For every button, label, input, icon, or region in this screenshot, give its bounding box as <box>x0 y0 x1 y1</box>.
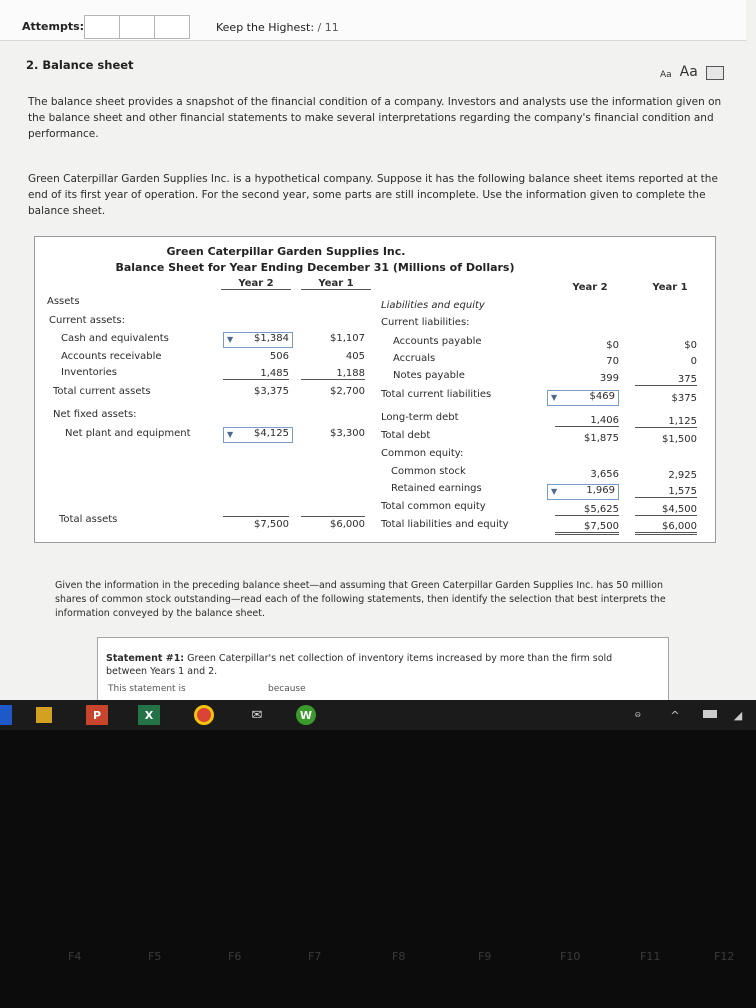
battery-icon[interactable] <box>703 710 717 718</box>
key-f6: F6 <box>228 950 242 963</box>
plant-year1: $3,300 <box>330 428 365 439</box>
balance-sheet-table <box>34 236 716 543</box>
attempt-boxes <box>84 15 189 39</box>
total-current-liabilities-label: Total current liabilities <box>381 389 492 400</box>
question-title: 2. Balance sheet <box>26 58 134 72</box>
start-icon[interactable] <box>0 705 12 725</box>
total-liabilities-equity-year1: $6,000 <box>635 521 697 535</box>
notes-payable-year1: 375 <box>635 374 697 386</box>
statement-1-is-label: This statement is <box>108 684 186 694</box>
notes-payable-year2: 399 <box>599 373 619 384</box>
mail-icon[interactable]: ✉ <box>251 707 263 723</box>
retained-earnings-year1: 1,575 <box>635 486 697 498</box>
attempt-box <box>119 15 155 39</box>
total-liabilities-equity-year2: $7,500 <box>555 521 619 535</box>
cash-label: Cash and equivalents <box>61 333 169 344</box>
inventories-year1: 1,188 <box>301 368 365 380</box>
total-common-equity-label: Total common equity <box>381 501 486 512</box>
keep-highest-score: / 11 <box>317 21 339 34</box>
decrease-font-button[interactable]: Aa <box>660 70 672 80</box>
attempts-bar <box>0 0 746 41</box>
keep-highest-label: Keep the Highest: / 11 <box>216 21 339 34</box>
total-debt-label: Total debt <box>381 430 431 441</box>
total-debt-year2: $1,875 <box>584 433 619 444</box>
left-col-year1: Year 1 <box>301 278 371 290</box>
attempts-label: Attempts: <box>22 20 85 33</box>
cash-year2-select[interactable]: ▼ $1,384 <box>223 332 293 348</box>
long-term-debt-year1: 1,125 <box>635 416 697 428</box>
total-common-equity-year1: $4,500 <box>635 504 697 516</box>
attempt-box <box>154 15 190 39</box>
long-term-debt-label: Long-term debt <box>381 412 459 423</box>
net-fixed-assets-heading: Net fixed assets: <box>53 409 137 420</box>
payable-label: Accounts payable <box>393 336 482 347</box>
notes-payable-label: Notes payable <box>393 370 465 381</box>
chevron-up-icon[interactable]: ^ <box>670 708 680 722</box>
total-current-liabilities-year2-select[interactable]: ▼ $469 <box>547 390 619 406</box>
intro-paragraph-1: The balance sheet provides a snapshot of the financial condition of a company. Investors and analysts use the information given on the balance sheet and other financial statements to make several interpretations regarding the company's financial condition and performance. <box>28 96 722 140</box>
increase-font-button[interactable]: Aa <box>679 64 698 80</box>
common-stock-label: Common stock <box>391 466 466 477</box>
cash-year1: $1,107 <box>330 333 365 344</box>
total-assets-label: Total assets <box>59 514 118 525</box>
wifi-icon[interactable]: ◢ <box>733 708 743 722</box>
key-f7: F7 <box>308 950 322 963</box>
key-f4: F4 <box>68 950 82 963</box>
intro-paragraph-2: Green Caterpillar Garden Supplies Inc. is a hypothetical company. Suppose it has the following balance sheet items reported at the end of its first year of operation. For the second year, some parts are still incomplete. Use the information given to complete the balance sheet. <box>28 173 718 217</box>
total-liabilities-equity-label: Total liabilities and equity <box>381 519 509 530</box>
receivables-year1: 405 <box>345 351 365 362</box>
current-assets-heading: Current assets: <box>49 315 125 326</box>
store-icon[interactable] <box>36 707 52 723</box>
statements-intro: Given the information in the preceding balance sheet—and assuming that Green Caterpillar Garden Supplies Inc. has 50 million shares of common stock outstanding—read each of the following statements, then identify the selection that best interprets the information conveyed by the balance sheet. <box>55 580 666 619</box>
payable-year1: $0 <box>684 340 697 351</box>
statement-1-text: Statement #1: Green Caterpillar's net collection of inventory items increased by more than the firm sold between Years 1 and 2. <box>106 653 613 677</box>
plant-label: Net plant and equipment <box>65 428 191 439</box>
sheet-subtitle: Balance Sheet for Year Ending December 31 (Millions of Dollars) <box>115 261 515 274</box>
key-f5: F5 <box>148 950 162 963</box>
windows-taskbar <box>0 700 756 730</box>
assets-heading: Assets <box>47 296 80 307</box>
common-stock-year1: 2,925 <box>668 470 697 481</box>
current-liabilities-heading: Current liabilities: <box>381 317 470 328</box>
common-equity-heading: Common equity: <box>381 448 464 459</box>
accruals-label: Accruals <box>393 353 436 364</box>
payable-year2: $0 <box>606 340 619 351</box>
total-debt-year1: $1,500 <box>662 434 697 445</box>
print-icon[interactable] <box>706 66 724 80</box>
accruals-year2: 70 <box>606 356 619 367</box>
attempt-box <box>84 15 120 39</box>
total-current-assets-year2: $3,375 <box>254 386 289 397</box>
statement-1-card <box>97 637 669 700</box>
total-current-liabilities-year1: $375 <box>671 393 697 404</box>
plant-year2-select[interactable]: ▼ $4,125 <box>223 427 293 443</box>
key-f10: F10 <box>560 950 581 963</box>
total-current-assets-label: Total current assets <box>53 386 151 397</box>
word-icon[interactable]: W <box>296 705 316 725</box>
long-term-debt-year2: 1,406 <box>555 415 619 427</box>
retained-earnings-label: Retained earnings <box>391 483 482 494</box>
total-common-equity-year2: $5,625 <box>555 504 619 516</box>
key-f9: F9 <box>478 950 492 963</box>
key-f12: F12 <box>714 950 735 963</box>
sheet-company: Green Caterpillar Garden Supplies Inc. <box>166 245 406 258</box>
font-tools <box>660 64 724 80</box>
powerpoint-icon[interactable]: P <box>86 705 108 725</box>
statement-1-because-label: because <box>268 684 306 694</box>
common-stock-year2: 3,656 <box>590 469 619 480</box>
accruals-year1: 0 <box>690 356 697 367</box>
retained-earnings-year2-select[interactable]: ▼ 1,969 <box>547 484 619 500</box>
liabilities-equity-heading: Liabilities and equity <box>381 300 485 311</box>
receivables-year2: 506 <box>269 351 289 362</box>
total-assets-year2: $7,500 <box>223 516 289 530</box>
key-f8: F8 <box>392 950 406 963</box>
people-icon[interactable]: ဓ <box>634 707 642 720</box>
right-col-year1: Year 1 <box>652 282 688 293</box>
total-assets-year1: $6,000 <box>301 516 365 530</box>
key-f11: F11 <box>640 950 661 963</box>
right-col-year2: Year 2 <box>572 282 608 293</box>
inventories-year2: 1,485 <box>223 368 289 380</box>
inventories-label: Inventories <box>61 367 117 378</box>
left-col-year2: Year 2 <box>221 278 291 290</box>
receivables-label: Accounts receivable <box>61 351 162 362</box>
chrome-icon[interactable] <box>194 705 214 725</box>
excel-icon[interactable]: X <box>138 705 160 725</box>
total-current-assets-year1: $2,700 <box>330 386 365 397</box>
